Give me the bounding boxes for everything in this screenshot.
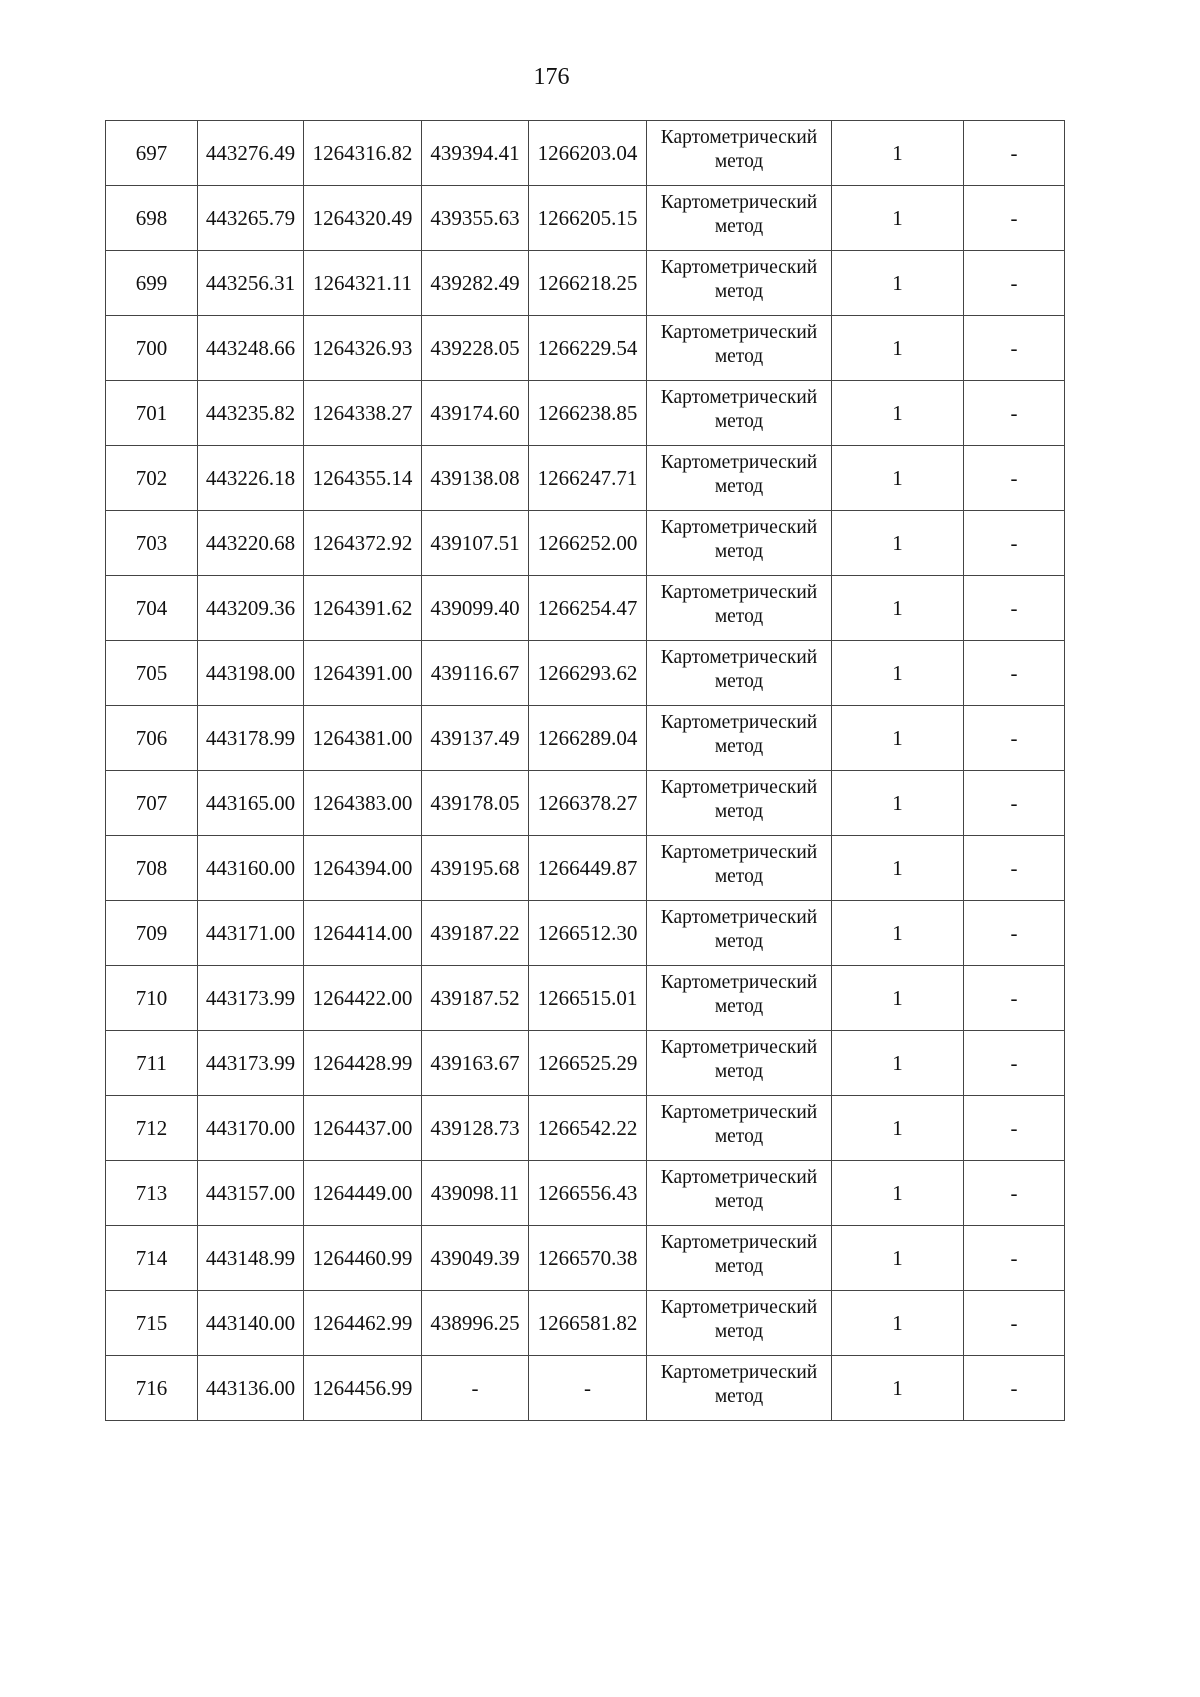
- table-row: [106, 511, 1065, 576]
- point-number-cell: 698: [106, 186, 198, 251]
- existing-y-cell: 1264326.93: [304, 316, 422, 381]
- new-y-cell: -: [529, 1356, 647, 1421]
- method-line-2: метод: [714, 151, 764, 172]
- method-line-1: Картометрический: [660, 517, 818, 538]
- accuracy-cell: 1: [832, 706, 964, 771]
- table-row: [106, 966, 1065, 1031]
- accuracy-cell: 1: [832, 836, 964, 901]
- method-cell: [647, 1291, 832, 1356]
- table-row: [106, 251, 1065, 316]
- note-cell: -: [964, 641, 1065, 706]
- method-line-2: метод: [714, 1321, 764, 1342]
- method-line-1: Картометрический: [660, 712, 818, 733]
- table-row: [106, 901, 1065, 966]
- note-cell: -: [964, 1096, 1065, 1161]
- existing-x-cell: 443209.36: [198, 576, 304, 641]
- note-cell: -: [964, 381, 1065, 446]
- coordinates-table: [105, 120, 1065, 1421]
- point-number-cell: 708: [106, 836, 198, 901]
- method-cell: [647, 706, 832, 771]
- method-line-1: Картометрический: [660, 387, 818, 408]
- existing-y-cell: 1264391.00: [304, 641, 422, 706]
- existing-y-cell: 1264372.92: [304, 511, 422, 576]
- new-x-cell: 438996.25: [422, 1291, 529, 1356]
- method-line-1: Картометрический: [660, 257, 818, 278]
- method-cell: [647, 1356, 832, 1421]
- method-cell: [647, 771, 832, 836]
- existing-y-cell: 1264462.99: [304, 1291, 422, 1356]
- method-line-1: Картометрический: [660, 1102, 818, 1123]
- method-line-2: метод: [714, 1191, 764, 1212]
- existing-x-cell: 443276.49: [198, 121, 304, 186]
- new-x-cell: 439128.73: [422, 1096, 529, 1161]
- accuracy-cell: 1: [832, 1161, 964, 1226]
- method-cell: [647, 446, 832, 511]
- existing-y-cell: 1264456.99: [304, 1356, 422, 1421]
- existing-y-cell: 1264422.00: [304, 966, 422, 1031]
- method-line-1: Картометрический: [660, 452, 818, 473]
- point-number-cell: 713: [106, 1161, 198, 1226]
- existing-y-cell: 1264428.99: [304, 1031, 422, 1096]
- new-x-cell: 439178.05: [422, 771, 529, 836]
- method-line-1: Картометрический: [660, 192, 818, 213]
- new-y-cell: 1266542.22: [529, 1096, 647, 1161]
- method-line-2: метод: [714, 931, 764, 952]
- note-cell: -: [964, 901, 1065, 966]
- method-line-1: Картометрический: [660, 322, 818, 343]
- existing-x-cell: 443178.99: [198, 706, 304, 771]
- note-cell: -: [964, 771, 1065, 836]
- new-x-cell: 439228.05: [422, 316, 529, 381]
- point-number-cell: 710: [106, 966, 198, 1031]
- new-y-cell: 1266581.82: [529, 1291, 647, 1356]
- accuracy-cell: 1: [832, 771, 964, 836]
- method-line-1: Картометрический: [660, 907, 818, 928]
- table-row: [106, 1291, 1065, 1356]
- point-number-cell: 699: [106, 251, 198, 316]
- accuracy-cell: 1: [832, 511, 964, 576]
- existing-x-cell: 443157.00: [198, 1161, 304, 1226]
- note-cell: -: [964, 1291, 1065, 1356]
- method-cell: [647, 901, 832, 966]
- method-line-1: Картометрический: [660, 582, 818, 603]
- existing-y-cell: 1264321.11: [304, 251, 422, 316]
- existing-y-cell: 1264381.00: [304, 706, 422, 771]
- method-cell: [647, 1031, 832, 1096]
- existing-x-cell: 443170.00: [198, 1096, 304, 1161]
- existing-y-cell: 1264437.00: [304, 1096, 422, 1161]
- table-row: [106, 836, 1065, 901]
- accuracy-cell: 1: [832, 576, 964, 641]
- method-line-2: метод: [714, 216, 764, 237]
- new-x-cell: 439187.52: [422, 966, 529, 1031]
- new-x-cell: 439187.22: [422, 901, 529, 966]
- note-cell: -: [964, 511, 1065, 576]
- point-number-cell: 706: [106, 706, 198, 771]
- note-cell: -: [964, 446, 1065, 511]
- new-x-cell: -: [422, 1356, 529, 1421]
- method-cell: [647, 836, 832, 901]
- method-line-1: Картометрический: [660, 842, 818, 863]
- new-x-cell: 439099.40: [422, 576, 529, 641]
- method-line-2: метод: [714, 1386, 764, 1407]
- table-row: [106, 381, 1065, 446]
- method-cell: [647, 316, 832, 381]
- note-cell: -: [964, 251, 1065, 316]
- point-number-cell: 715: [106, 1291, 198, 1356]
- point-number-cell: 707: [106, 771, 198, 836]
- existing-y-cell: 1264316.82: [304, 121, 422, 186]
- table-row: [106, 1161, 1065, 1226]
- new-x-cell: 439163.67: [422, 1031, 529, 1096]
- point-number-cell: 701: [106, 381, 198, 446]
- new-x-cell: 439195.68: [422, 836, 529, 901]
- method-line-2: метод: [714, 801, 764, 822]
- new-x-cell: 439282.49: [422, 251, 529, 316]
- existing-y-cell: 1264460.99: [304, 1226, 422, 1291]
- existing-y-cell: 1264383.00: [304, 771, 422, 836]
- new-y-cell: 1266229.54: [529, 316, 647, 381]
- table-row: [106, 1226, 1065, 1291]
- existing-y-cell: 1264449.00: [304, 1161, 422, 1226]
- point-number-cell: 716: [106, 1356, 198, 1421]
- method-cell: [647, 966, 832, 1031]
- existing-y-cell: 1264414.00: [304, 901, 422, 966]
- method-line-2: метод: [714, 1126, 764, 1147]
- existing-x-cell: 443220.68: [198, 511, 304, 576]
- method-line-2: метод: [714, 541, 764, 562]
- new-y-cell: 1266293.62: [529, 641, 647, 706]
- existing-y-cell: 1264320.49: [304, 186, 422, 251]
- point-number-cell: 714: [106, 1226, 198, 1291]
- point-number-cell: 705: [106, 641, 198, 706]
- existing-x-cell: 443171.00: [198, 901, 304, 966]
- table-row: [106, 446, 1065, 511]
- new-y-cell: 1266570.38: [529, 1226, 647, 1291]
- existing-x-cell: 443148.99: [198, 1226, 304, 1291]
- existing-y-cell: 1264355.14: [304, 446, 422, 511]
- accuracy-cell: 1: [832, 1031, 964, 1096]
- method-line-1: Картометрический: [660, 777, 818, 798]
- new-y-cell: 1266254.47: [529, 576, 647, 641]
- note-cell: -: [964, 1031, 1065, 1096]
- new-x-cell: 439355.63: [422, 186, 529, 251]
- point-number-cell: 702: [106, 446, 198, 511]
- note-cell: -: [964, 1161, 1065, 1226]
- method-line-2: метод: [714, 346, 764, 367]
- table-row: [106, 1356, 1065, 1421]
- new-y-cell: 1266203.04: [529, 121, 647, 186]
- method-line-1: Картометрический: [660, 127, 818, 148]
- table-row: [106, 1096, 1065, 1161]
- new-x-cell: 439116.67: [422, 641, 529, 706]
- new-y-cell: 1266512.30: [529, 901, 647, 966]
- existing-x-cell: 443136.00: [198, 1356, 304, 1421]
- accuracy-cell: 1: [832, 1291, 964, 1356]
- method-line-2: метод: [714, 1061, 764, 1082]
- existing-x-cell: 443226.18: [198, 446, 304, 511]
- table-row: [106, 706, 1065, 771]
- point-number-cell: 703: [106, 511, 198, 576]
- method-cell: [647, 381, 832, 446]
- method-cell: [647, 1096, 832, 1161]
- table-row: [106, 316, 1065, 381]
- existing-x-cell: 443248.66: [198, 316, 304, 381]
- new-y-cell: 1266205.15: [529, 186, 647, 251]
- point-number-cell: 709: [106, 901, 198, 966]
- existing-x-cell: 443235.82: [198, 381, 304, 446]
- method-line-2: метод: [714, 411, 764, 432]
- method-cell: [647, 186, 832, 251]
- note-cell: -: [964, 706, 1065, 771]
- method-line-2: метод: [714, 866, 764, 887]
- method-line-1: Картометрический: [660, 1167, 818, 1188]
- method-line-2: метод: [714, 281, 764, 302]
- new-y-cell: 1266378.27: [529, 771, 647, 836]
- new-y-cell: 1266556.43: [529, 1161, 647, 1226]
- method-line-1: Картометрический: [660, 1232, 818, 1253]
- table-row: [106, 771, 1065, 836]
- accuracy-cell: 1: [832, 901, 964, 966]
- note-cell: -: [964, 1356, 1065, 1421]
- new-y-cell: 1266218.25: [529, 251, 647, 316]
- new-y-cell: 1266252.00: [529, 511, 647, 576]
- method-line-2: метод: [714, 606, 764, 627]
- new-y-cell: 1266449.87: [529, 836, 647, 901]
- point-number-cell: 704: [106, 576, 198, 641]
- note-cell: -: [964, 1226, 1065, 1291]
- new-y-cell: 1266515.01: [529, 966, 647, 1031]
- new-x-cell: 439394.41: [422, 121, 529, 186]
- existing-x-cell: 443198.00: [198, 641, 304, 706]
- note-cell: -: [964, 836, 1065, 901]
- table-row: [106, 641, 1065, 706]
- point-number-cell: 697: [106, 121, 198, 186]
- existing-x-cell: 443173.99: [198, 1031, 304, 1096]
- note-cell: -: [964, 121, 1065, 186]
- new-y-cell: 1266247.71: [529, 446, 647, 511]
- accuracy-cell: 1: [832, 1096, 964, 1161]
- accuracy-cell: 1: [832, 966, 964, 1031]
- method-line-2: метод: [714, 671, 764, 692]
- accuracy-cell: 1: [832, 1226, 964, 1291]
- accuracy-cell: 1: [832, 381, 964, 446]
- note-cell: -: [964, 186, 1065, 251]
- method-line-2: метод: [714, 476, 764, 497]
- method-line-1: Картометрический: [660, 1297, 818, 1318]
- method-line-1: Картометрический: [660, 1362, 818, 1383]
- new-y-cell: 1266289.04: [529, 706, 647, 771]
- existing-y-cell: 1264394.00: [304, 836, 422, 901]
- note-cell: -: [964, 966, 1065, 1031]
- accuracy-cell: 1: [832, 446, 964, 511]
- table-row: [106, 576, 1065, 641]
- new-x-cell: 439098.11: [422, 1161, 529, 1226]
- table-body: [106, 121, 1065, 1421]
- note-cell: -: [964, 316, 1065, 381]
- existing-y-cell: 1264391.62: [304, 576, 422, 641]
- point-number-cell: 712: [106, 1096, 198, 1161]
- method-cell: [647, 1226, 832, 1291]
- method-line-2: метод: [714, 996, 764, 1017]
- method-line-1: Картометрический: [660, 647, 818, 668]
- existing-x-cell: 443165.00: [198, 771, 304, 836]
- method-line-1: Картометрический: [660, 972, 818, 993]
- new-y-cell: 1266525.29: [529, 1031, 647, 1096]
- existing-x-cell: 443256.31: [198, 251, 304, 316]
- page-number: 176: [533, 64, 570, 90]
- point-number-cell: 700: [106, 316, 198, 381]
- accuracy-cell: 1: [832, 186, 964, 251]
- method-line-2: метод: [714, 736, 764, 757]
- method-cell: [647, 641, 832, 706]
- method-line-1: Картометрический: [660, 1037, 818, 1058]
- method-cell: [647, 511, 832, 576]
- existing-y-cell: 1264338.27: [304, 381, 422, 446]
- method-cell: [647, 121, 832, 186]
- table-row: [106, 1031, 1065, 1096]
- new-x-cell: 439138.08: [422, 446, 529, 511]
- note-cell: -: [964, 576, 1065, 641]
- new-y-cell: 1266238.85: [529, 381, 647, 446]
- existing-x-cell: 443140.00: [198, 1291, 304, 1356]
- new-x-cell: 439174.60: [422, 381, 529, 446]
- existing-x-cell: 443265.79: [198, 186, 304, 251]
- new-x-cell: 439107.51: [422, 511, 529, 576]
- method-line-2: метод: [714, 1256, 764, 1277]
- accuracy-cell: 1: [832, 641, 964, 706]
- method-cell: [647, 576, 832, 641]
- table-row: [106, 186, 1065, 251]
- existing-x-cell: 443160.00: [198, 836, 304, 901]
- accuracy-cell: 1: [832, 1356, 964, 1421]
- point-number-cell: 711: [106, 1031, 198, 1096]
- existing-x-cell: 443173.99: [198, 966, 304, 1031]
- new-x-cell: 439049.39: [422, 1226, 529, 1291]
- accuracy-cell: 1: [832, 121, 964, 186]
- table-row: [106, 121, 1065, 186]
- method-cell: [647, 1161, 832, 1226]
- method-cell: [647, 251, 832, 316]
- accuracy-cell: 1: [832, 316, 964, 381]
- accuracy-cell: 1: [832, 251, 964, 316]
- new-x-cell: 439137.49: [422, 706, 529, 771]
